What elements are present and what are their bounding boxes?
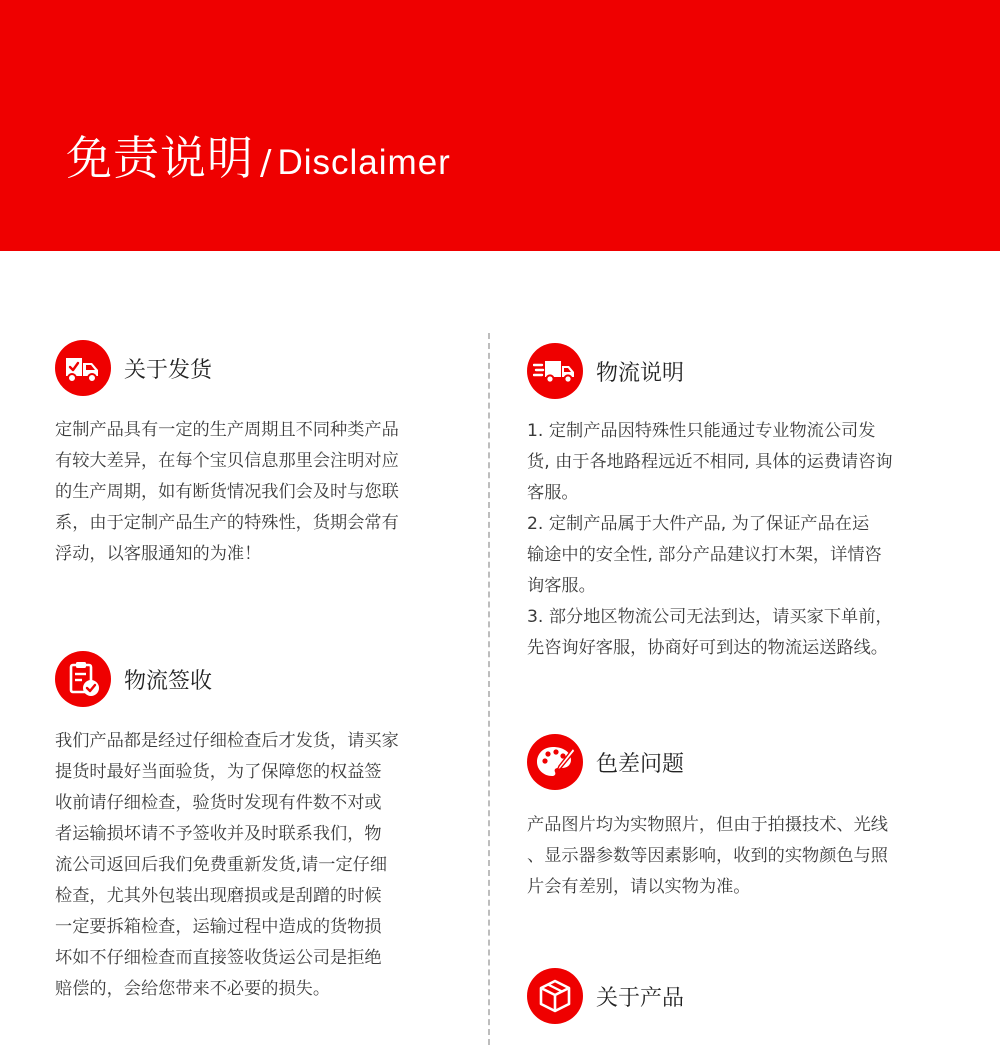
section-title: 关于产品 <box>596 985 685 1011</box>
section-header <box>527 343 957 399</box>
text-line: 收前请仔细检查，验货时发现有件数不对或 <box>55 793 382 813</box>
text-line: 的生产周期，如有断货情况我们会及时与您联 <box>55 482 399 502</box>
section-body <box>527 810 957 903</box>
text-line: 2. 定制产品属于大件产品, 为了保证产品在运 <box>527 514 870 534</box>
section-shipping <box>55 340 465 570</box>
section-body <box>527 416 957 664</box>
text-line: 者运输损坏请不予签收并及时联系我们，物 <box>55 824 382 844</box>
text-line: 询客服。 <box>527 576 596 596</box>
section-title: 物流说明 <box>596 360 685 386</box>
section-color-difference <box>527 734 957 903</box>
section-title: 物流签收 <box>124 668 213 694</box>
text-line: 系，由于定制产品生产的特殊性，货期会常有 <box>55 513 399 533</box>
section-header <box>527 734 957 790</box>
text-line: 赔偿的，会给您带来不必要的损失。 <box>55 979 331 999</box>
text-line: 浮动，以客服通知的为准！ <box>55 544 262 564</box>
text-line: 片会有差别，请以实物为准。 <box>527 877 751 897</box>
section-receipt <box>55 651 465 1005</box>
section-body <box>55 415 465 570</box>
title-separator: / <box>260 143 272 183</box>
text-line: 流公司返回后我们免费重新发货,请一定仔细 <box>55 855 388 875</box>
text-line: 检查，尤其外包装出现磨损或是刮蹭的时候 <box>55 886 382 906</box>
page-title <box>66 122 451 185</box>
text-line: 3. 部分地区物流公司无法到达，请买家下单前， <box>527 607 893 627</box>
column-divider <box>488 333 490 1045</box>
text-line: 先咨询好客服，协商好可到达的物流运送路线。 <box>527 638 888 658</box>
text-line: 有较大差异，在每个宝贝信息那里会注明对应 <box>55 451 399 471</box>
section-product <box>527 968 957 1024</box>
section-title: 色差问题 <box>596 751 685 777</box>
section-header <box>55 651 465 707</box>
fast-truck-icon <box>527 343 583 399</box>
header-banner <box>0 0 1000 251</box>
box-icon <box>527 968 583 1024</box>
text-line: 输途中的安全性, 部分产品建议打木架，详情咨 <box>527 545 882 565</box>
text-line: 我们产品都是经过仔细检查后才发货，请买家 <box>55 731 399 751</box>
text-line: 一定要拆箱检查，运输过程中造成的货物损 <box>55 917 382 937</box>
text-line: 1. 定制产品因特殊性只能通过专业物流公司发 <box>527 421 876 441</box>
section-body <box>55 726 465 1005</box>
page-title-chinese: 免责说明 <box>66 131 254 185</box>
text-line: 坏如不仔细检查而直接签收货运公司是拒绝 <box>55 948 382 968</box>
clipboard-check-icon <box>55 651 111 707</box>
section-header <box>55 340 465 396</box>
palette-icon <box>527 734 583 790</box>
text-line: 定制产品具有一定的生产周期且不同种类产品 <box>55 420 399 440</box>
text-line: 货, 由于各地路程远近不相同, 具体的运费请咨询 <box>527 452 893 472</box>
section-header <box>527 968 957 1024</box>
page-title-english: Disclaimer <box>277 143 451 182</box>
text-line: 客服。 <box>527 483 579 503</box>
text-line: 产品图片均为实物照片，但由于拍摄技术、光线 <box>527 815 888 835</box>
delivery-truck-icon <box>55 340 111 396</box>
section-title: 关于发货 <box>124 357 213 383</box>
text-line: 、显示器参数等因素影响，收到的实物颜色与照 <box>527 846 888 866</box>
section-logistics <box>527 343 957 664</box>
text-line: 提货时最好当面验货，为了保障您的权益签 <box>55 762 382 782</box>
